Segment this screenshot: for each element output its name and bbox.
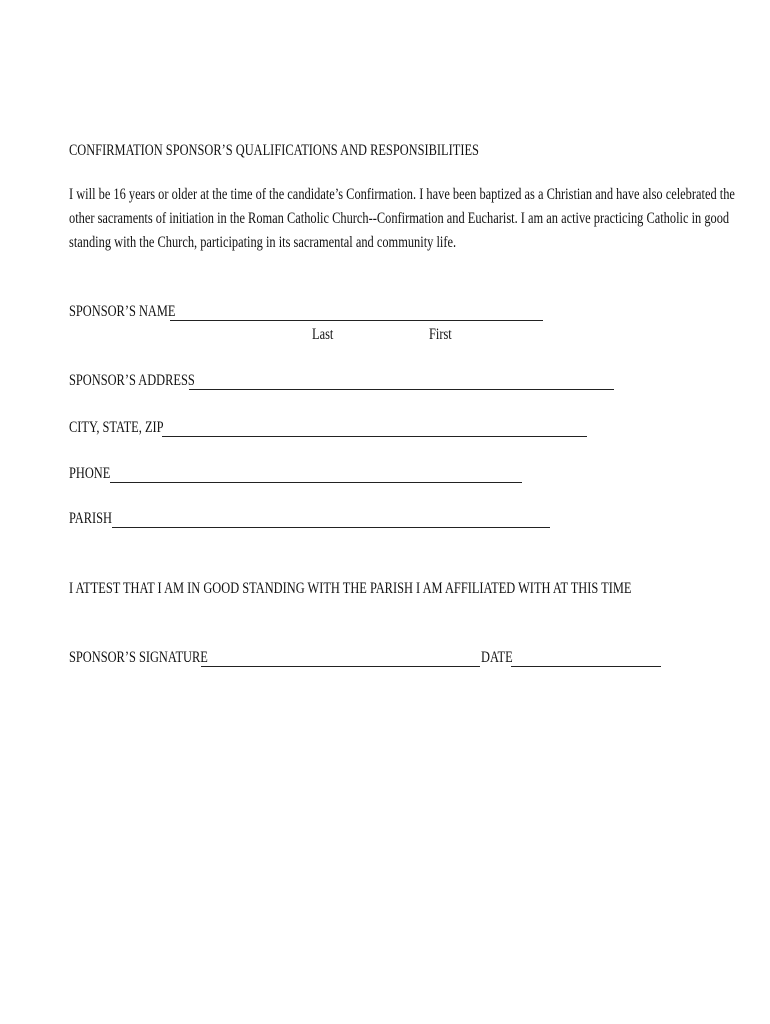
form-title [69, 142, 581, 160]
parish-label: PARISH [69, 510, 112, 527]
sponsor-signature-field[interactable] [201, 666, 480, 667]
city-state-zip-field[interactable] [162, 436, 587, 437]
form-title-text: CONFIRMATION SPONSOR’S QUALIFICATIONS AND RESPONSIBILITIES [69, 142, 479, 159]
sponsor-name-field[interactable] [170, 320, 543, 321]
sponsor-name-first-caption: First [429, 326, 452, 343]
sponsor-address-label: SPONSOR’S ADDRESS [69, 372, 195, 389]
city-state-zip-label: CITY, STATE, ZIP [69, 419, 164, 436]
parish-field[interactable] [112, 527, 550, 528]
date-label: DATE [481, 649, 513, 666]
date-field[interactable] [511, 666, 661, 667]
paragraph-line: other sacraments of initiation in the Roman Catholic Church--Confirmation and Eucharist. I am an active practicing Catholic in good [69, 210, 730, 227]
attestation-statement: I ATTEST THAT I AM IN GOOD STANDING WITH THE PARISH I AM AFFILIATED WITH AT THIS TIME [69, 580, 632, 597]
paragraph-line: standing with the Church, participating in its sacramental and community life. [69, 234, 457, 251]
paragraph-line: I will be 16 years or older at the time of the candidate’s Confirmation. I have been baptized as a Christian and have also celebrated the [69, 186, 735, 203]
phone-label: PHONE [69, 465, 111, 482]
sponsor-address-field[interactable] [189, 389, 614, 390]
sponsor-name-last-caption: Last [312, 326, 334, 343]
phone-field[interactable] [110, 482, 522, 483]
sponsor-signature-label: SPONSOR’S SIGNATURE [69, 649, 208, 666]
sponsor-name-label: SPONSOR’S NAME [69, 303, 176, 320]
